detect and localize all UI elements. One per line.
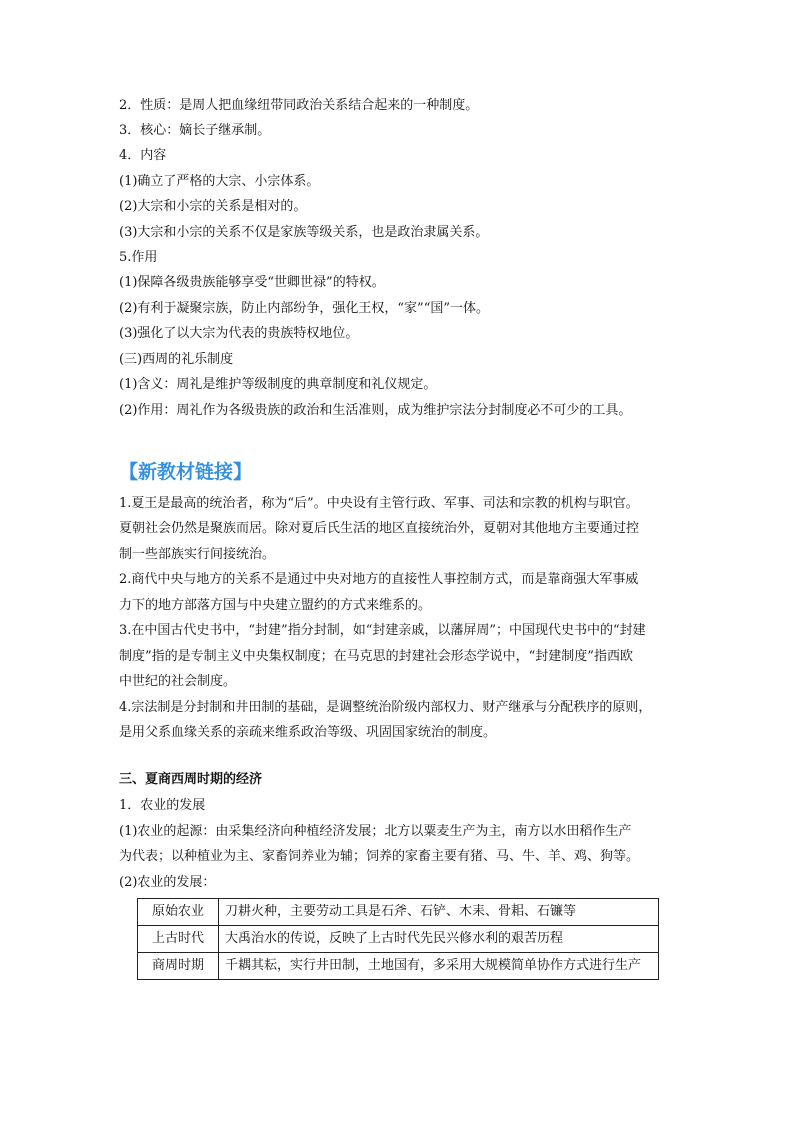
link-text-line: 制一些部族实行间接统治。 [119, 547, 276, 562]
link-text-line: 1.夏王是最高的统治者，称为“后”。中央设有主管行政、军事、司法和宗教的机构与职官。 [119, 496, 639, 511]
text-line-content-2: (2)大宗和小宗的关系是相对的。 [119, 199, 307, 214]
text-line-core: 3．核心：嫡长子继承制。 [119, 123, 271, 138]
table-row [138, 953, 659, 980]
link-text-line: 力下的地方部落方国与中央建立盟约的方式来维系的。 [119, 598, 432, 613]
link-text-line: 夏朝社会仍然是聚族而居。除对夏后氏生活的地区直接统治外，夏朝对其他地方主要通过控 [119, 521, 640, 536]
text-line-content-heading: 4．内容 [119, 148, 167, 163]
section-heading-economy: 三、夏商西周时期的经济 [119, 772, 263, 787]
link-text-line: 2.商代中央与地方的关系不是通过中央对地方的直接性人事控制方式，而是靠商强大军事威 [119, 572, 639, 587]
table-row [138, 899, 659, 926]
link-text-line: 是用父系血缘关系的亲疏来维系政治等级、巩固国家统治的制度。 [119, 725, 497, 740]
text-line-effect-heading: 5.作用 [119, 250, 158, 265]
section-heading-new-textbook-link: 【新教材链接】 [119, 461, 253, 483]
table-cell-desc: 刀耕火种，主要劳动工具是石斧、石铲、木耒、骨耜、石镰等 [219, 899, 659, 926]
table-cell-era: 原始农业 [138, 899, 219, 926]
link-text-line: 中世纪的社会制度。 [119, 674, 237, 689]
link-text-line: 3.在中国古代史书中，“封建”指分封制，如“封建亲戚，以藩屏周”；中国现代史书中的“封建 [119, 623, 646, 638]
text-line-content-3: (3)大宗和小宗的关系不仅是家族等级关系，也是政治隶属关系。 [119, 225, 489, 240]
text-line-rites-heading: (三)西周的礼乐制度 [119, 352, 234, 367]
text-line-effect-2: (2)有利于凝聚宗族，防止内部纷争，强化王权，“家”“国”一体。 [119, 301, 489, 316]
text-line-nature: 2．性质：是周人把血缘纽带同政治关系结合起来的一种制度。 [119, 98, 479, 113]
text-line-rites-function: (2)作用：周礼作为各级贵族的政治和生活准则，成为维护宗法分封制度必不可少的工具。 [119, 403, 632, 418]
link-text-line: 4.宗法制是分封制和井田制的基础，是调整统治阶级内部权力、财产继承与分配秩序的原则， [119, 700, 652, 715]
table-cell-era: 上古时代 [138, 926, 219, 953]
text-line-effect-1: (1)保障各级贵族能够享受“世卿世禄”的特权。 [119, 275, 385, 290]
economy-text-line: (1)农业的起源：由采集经济向种植经济发展；北方以粟麦生产为主，南方以水田稻作生产 [119, 824, 632, 839]
economy-text-line: 为代表；以种植业为主、家畜饲养业为辅；饲养的家畜主要有猪、马、牛、羊、鸡、狗等。 [119, 849, 640, 864]
table-row [138, 926, 659, 953]
link-text-line: 制度”指的是专制主义中央集权制度；在马克思的封建社会形态学说中，“封建制度”指西欧 [119, 649, 633, 664]
text-line-rites-meaning: (1)含义：周礼是维护等级制度的典章制度和礼仪规定。 [119, 377, 437, 392]
text-line-effect-3: (3)强化了以大宗为代表的贵族特权地位。 [119, 326, 359, 341]
agriculture-table [137, 898, 659, 980]
text-line-content-1: (1)确立了严格的大宗、小宗体系。 [119, 174, 320, 189]
table-cell-desc: 千耦其耘，实行井田制，土地国有，多采用大规模简单协作方式进行生产 [219, 953, 659, 980]
table-cell-era: 商周时期 [138, 953, 219, 980]
economy-text-line: (2)农业的发展： [119, 875, 216, 890]
table-cell-desc: 大禹治水的传说，反映了上古时代先民兴修水利的艰苦历程 [219, 926, 659, 953]
economy-text-line: 1．农业的发展 [119, 798, 206, 813]
